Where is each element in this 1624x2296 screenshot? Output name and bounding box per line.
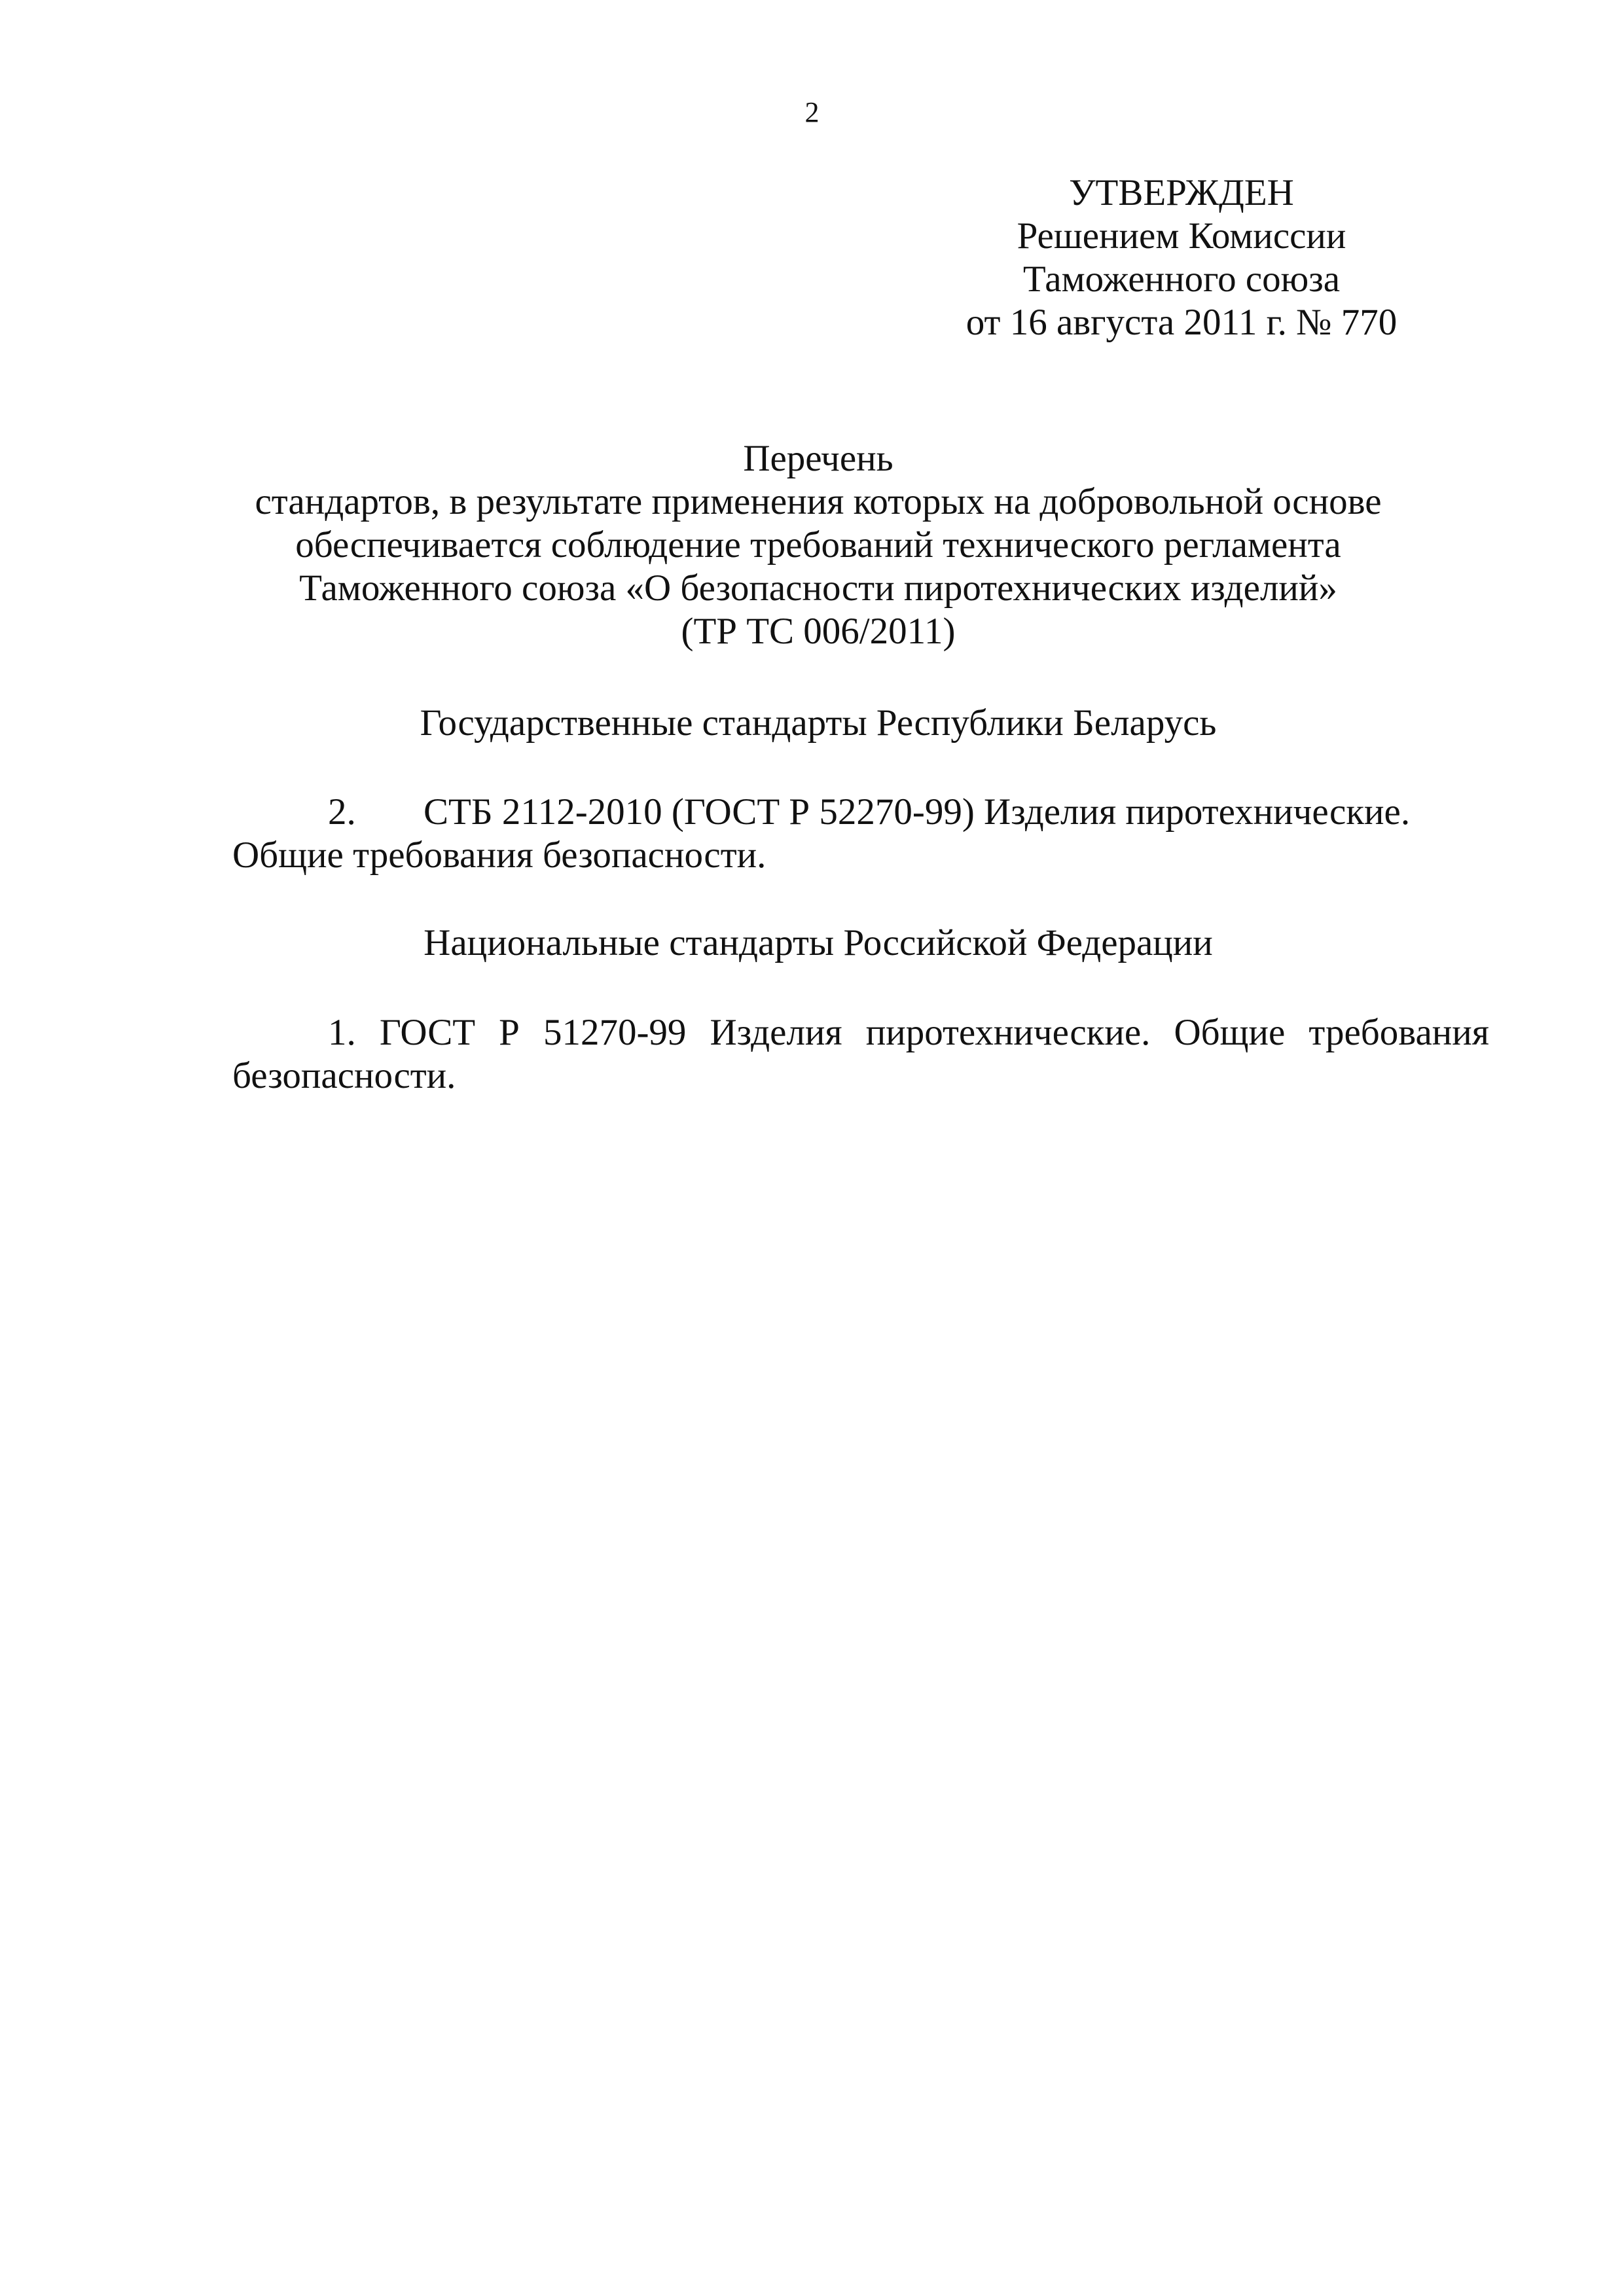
title-line-1: Перечень	[743, 438, 893, 479]
title-line-3: обеспечивается соблюдение требований технического регламента	[295, 524, 1341, 565]
approval-stamp-block	[943, 171, 1420, 344]
list-item-first-line: 1. ГОСТ Р 51270-99 Изделия пиротехнические. Общие требования	[328, 1012, 1489, 1053]
page-number: 2	[804, 96, 820, 128]
title-line-5: (ТР ТС 006/2011)	[681, 611, 956, 652]
list-item-russia	[232, 1011, 1489, 1098]
list-item-belarus	[232, 791, 1489, 877]
title-line-2: стандартов, в результате применения которых на добровольной основе	[255, 481, 1382, 522]
document-title	[196, 437, 1440, 653]
approval-date-number: от 16 августа 2011 г. № 770	[965, 302, 1398, 343]
section-heading-belarus: Государственные стандарты Республики Беларусь	[420, 702, 1217, 744]
approval-authority: Решением Комиссии	[1017, 215, 1346, 257]
section-heading-russia: Национальные стандарты Российской Федерации	[424, 922, 1213, 963]
list-item-text: СТБ 2112-2010 (ГОСТ Р 52270-99) Изделия пиротехнические.	[424, 791, 1411, 833]
approval-status: УТВЕРЖДЕН	[1069, 172, 1294, 213]
list-item-first-line	[232, 791, 1489, 834]
title-line-4: Таможенного союза «О безопасности пиротехнических изделий»	[299, 567, 1337, 609]
list-item-continuation: Общие требования безопасности.	[232, 834, 767, 876]
approval-organization: Таможенного союза	[1022, 259, 1341, 300]
list-item-number: 2.	[328, 791, 356, 833]
list-item-continuation: безопасности.	[232, 1055, 456, 1096]
